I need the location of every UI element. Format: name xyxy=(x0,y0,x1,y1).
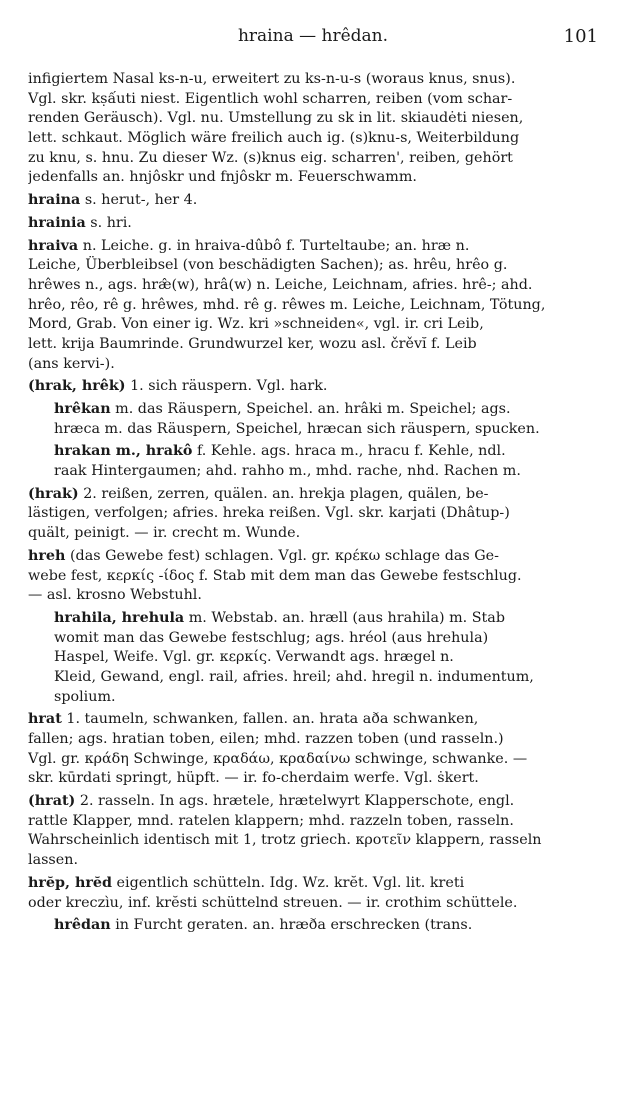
entry-line xyxy=(54,668,608,688)
headword: hraiva xyxy=(28,237,79,254)
line-text: womit man das Gewebe festschlug; ags. hréol (aus hrehula) xyxy=(54,629,489,646)
line-text: Leiche, Überbleibsel (von beschädigten Sachen); as. hrêu, hrêo g. xyxy=(28,257,508,274)
entry-hrat1 xyxy=(28,710,608,789)
entry-hrat2 xyxy=(28,792,608,871)
entry-intro xyxy=(28,70,608,188)
entry-line xyxy=(28,730,608,750)
line-text: lett. krija Baumrinde. Grundwurzel ker, wozu asl. črěvĭ f. Leib xyxy=(28,335,477,352)
line-text: n. Leiche. g. in hraiva-dûbô f. Turteltaube; an. hræ n. xyxy=(82,237,470,254)
entry-line xyxy=(54,462,608,482)
entry-line xyxy=(28,792,608,812)
entry-line xyxy=(54,400,608,420)
entry-hreh xyxy=(28,547,608,606)
headword: hrainia xyxy=(28,214,86,231)
line-text: Wahrscheinlich identisch mit 1, trotz griech. κροτεῖν klappern, rasseln xyxy=(28,832,542,849)
page-header xyxy=(28,26,598,52)
line-text: Vgl. skr. kṣấuti niest. Eigentlich wohl scharren, reiben (vom schar- xyxy=(28,90,513,107)
entry-hrak1 xyxy=(28,377,608,397)
headword: hrakan m., hrakô xyxy=(54,443,193,460)
entry-line xyxy=(54,629,608,649)
entry-hredan xyxy=(28,916,608,936)
headword: (hrak, hrêk) xyxy=(28,378,126,395)
line-text: zu knu, s. hnu. Zu dieser Wz. (s)knus eig. scharren', reiben, gehört xyxy=(28,149,513,166)
entry-line xyxy=(54,609,608,629)
line-text: raak Hintergaumen; ahd. rahho m., mhd. rache, nhd. Rachen m. xyxy=(54,463,521,480)
headword: (hrak) xyxy=(28,485,79,502)
line-text: fallen; ags. hratian toben, eilen; mhd. razzen toben (und rasseln.) xyxy=(28,731,504,747)
entry-line xyxy=(28,149,608,169)
line-text: hrêo, rêo, rê g. hrêwes, mhd. rê g. rêwes m. Leiche, Leichnam, Tötung, xyxy=(28,296,546,313)
entry-line xyxy=(54,688,608,708)
entry-line xyxy=(28,237,608,257)
entry-hraiva xyxy=(28,237,608,375)
entry-line xyxy=(28,851,608,871)
entry-line xyxy=(28,874,608,894)
headword: hrahila, hrehula xyxy=(54,609,185,626)
entry-line xyxy=(28,812,608,832)
line-text: eigentlich schütteln. Idg. Wz. krĕt. Vgl. lit. kreti xyxy=(116,874,465,891)
entry-line xyxy=(54,648,608,668)
entry-line xyxy=(28,504,608,524)
line-text: Haspel, Weife. Vgl. gr. κερκίς. Verwandt ags. hrægel n. xyxy=(54,649,454,666)
headword: (hrat) xyxy=(28,793,76,810)
headword: hraina xyxy=(28,192,81,209)
running-head: hraina — hrêdan. xyxy=(237,26,389,46)
line-text: quält, peinigt. — ir. crecht m. Wunde. xyxy=(28,525,301,542)
line-text: Kleid, Gewand, engl. rail, afries. hreil; ahd. hregil n. indumentum, xyxy=(54,668,534,685)
entry-line xyxy=(28,547,608,567)
line-text: rattle Klapper, mnd. ratelen klappern; mhd. razzeln toben, rasseln. xyxy=(28,812,514,829)
entry-line xyxy=(28,831,608,851)
line-text: hrêwes n., ags. hræ̂(w), hrâ(w) n. Leiche, Leichnam, afries. hrê-; ahd. xyxy=(28,276,533,293)
headword: hreh xyxy=(28,547,66,564)
line-text: 2. rasseln. In ags. hrætele, hrætelwyrt Klapperschote, engl. xyxy=(79,793,515,810)
page-number: 101 xyxy=(563,26,598,47)
line-text: (ans kervi-). xyxy=(28,355,115,372)
entry-line xyxy=(28,109,608,129)
line-text: m. das Räuspern, Speichel. an. hrâki m. Speichel; ags. xyxy=(115,401,511,417)
line-text: jedenfalls an. hnjôskr und fnjôskr m. Feuerschwamm. xyxy=(28,169,417,186)
line-text: s. herut-, her 4. xyxy=(84,192,198,209)
entry-line xyxy=(28,129,608,149)
line-text: 1. taumeln, schwanken, fallen. an. hrata aða schwanken, xyxy=(66,711,479,728)
line-text: Mord, Grab. Von einer ig. Wz. kri »schneiden«, vgl. ir. cri Leib, xyxy=(28,316,484,333)
entry-hrep xyxy=(28,874,608,913)
entry-line xyxy=(54,916,608,936)
entry-line xyxy=(28,315,608,335)
entry-line xyxy=(28,567,608,587)
line-text: — asl. krosno Webstuhl. xyxy=(28,587,202,604)
line-text: webe fest, κερκίς -ίδος f. Stab mit dem man das Gewebe festschlug. xyxy=(28,567,522,584)
line-text: lassen. xyxy=(28,852,78,869)
entry-hraina xyxy=(28,191,608,211)
line-text: m. Webstab. an. hræll (aus hrahila) m. Stab xyxy=(188,609,505,626)
entry-hrekan xyxy=(28,400,608,439)
entry-line xyxy=(28,70,608,90)
entry-hrahila xyxy=(28,609,608,707)
line-text: (das Gewebe fest) schlagen. Vgl. gr. κρέκω schlage das Ge- xyxy=(69,547,499,564)
line-text: skr. kūrdati springt, hüpft. — ir. fo-cherdaim werfe. Vgl. ṡkert. xyxy=(28,770,479,787)
entry-line xyxy=(28,256,608,276)
entry-line xyxy=(28,168,608,188)
entry-line xyxy=(28,214,608,234)
line-text: 1. sich räuspern. Vgl. hark. xyxy=(130,378,328,395)
entry-line xyxy=(28,769,608,789)
line-text: spolium. xyxy=(54,688,116,705)
headword: hrat xyxy=(28,711,62,728)
headword: hrêkan xyxy=(54,401,111,417)
entry-line xyxy=(28,355,608,375)
entry-line xyxy=(28,335,608,355)
headword: hrêdan xyxy=(54,917,111,934)
line-text: s. hri. xyxy=(90,214,132,231)
line-text: 2. reißen, zerren, quälen. an. hrekja plagen, quälen, be- xyxy=(83,485,489,502)
line-text: lett. schkaut. Möglich wäre freilich auch ig. (s)knu-s, Weiterbildung xyxy=(28,130,520,147)
line-text: f. Kehle. ags. hraca m., hracu f. Kehle, ndl. xyxy=(196,443,506,460)
entry-hrainia xyxy=(28,214,608,234)
entry-line xyxy=(28,586,608,606)
entry-line xyxy=(28,191,608,211)
entry-line xyxy=(54,420,608,440)
entry-line xyxy=(28,524,608,544)
line-text: renden Geräusch). Vgl. nu. Umstellung zu sk in lit. skiaudėti niesen, xyxy=(28,110,524,127)
entry-line xyxy=(28,710,608,730)
line-text: oder kreczìu, inf. krĕsti schüttelnd streuen. — ir. crothim schüttele. xyxy=(28,894,518,911)
line-text: in Furcht geraten. an. hræða erschrecken (trans. xyxy=(115,917,473,934)
entry-line xyxy=(28,485,608,505)
entry-line xyxy=(28,276,608,296)
entry-line xyxy=(28,377,608,397)
line-text: infigiertem Nasal ks-n-u, erweitert zu ks-n-u-s (woraus knus, snus). xyxy=(28,71,516,87)
entry-hrak2 xyxy=(28,485,608,544)
entry-hrakan xyxy=(28,442,608,481)
headword: hrĕp, hrĕd xyxy=(28,874,112,891)
line-text: lästigen, verfolgen; afries. hreka reißen. Vgl. skr. karjati (Dhâtup-) xyxy=(28,505,510,522)
entry-line xyxy=(28,90,608,110)
entry-line xyxy=(28,296,608,316)
entry-line xyxy=(28,894,608,914)
line-text: hræca m. das Räuspern, Speichel, hræcan sich räuspern, spucken. xyxy=(54,420,540,437)
entry-line xyxy=(28,750,608,770)
dictionary-entries xyxy=(28,70,608,936)
line-text: Vgl. gr. κράδη Schwinge, κραδάω, κραδαίνω schwinge, schwanke. — xyxy=(28,750,528,767)
entry-line xyxy=(54,442,608,462)
